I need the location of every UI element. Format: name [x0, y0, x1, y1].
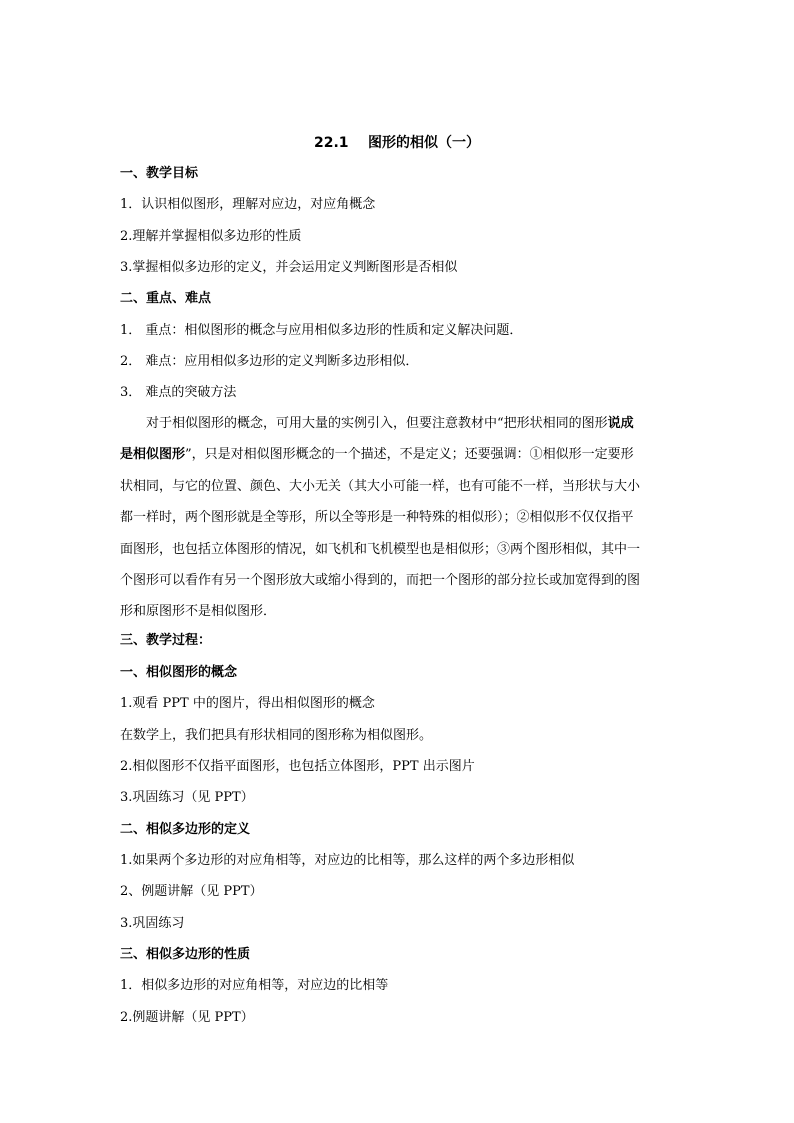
- paragraph-line-5: 面图形，也包括立体图形的情况，如飞机和飞机模型也是相似形；③两个图形相似，其中一: [120, 541, 641, 557]
- page-title: 22.1 图形的相似（一）: [313, 135, 481, 151]
- paragraph-bold-text: 说成: [607, 416, 634, 431]
- subsection-heading-properties: 三、相似多边形的性质: [120, 947, 251, 962]
- paragraph-line-4: 都一样时，两个图形就是全等形，所以全等形是一种特殊的相似形）；②相似形不仅仅指平: [120, 510, 634, 526]
- definition-item-2: 2、例题讲解（见 PPT）: [120, 884, 263, 899]
- concept-item-4: 3.巩固练习（见 PPT）: [120, 790, 254, 805]
- properties-item-1: 1．相似多边形的对应角相等，对应边的比相等: [120, 978, 389, 993]
- paragraph-bold-text: 是相似图形: [120, 447, 186, 463]
- key-point-item-3: 3． 难点的突破方法: [120, 385, 237, 400]
- key-point-item-1: 1． 重点：相似图形的概念与应用相似多边形的性质和定义解决问题．: [120, 323, 523, 338]
- objective-item-3: 3.掌握相似多边形的定义，并会运用定义判断图形是否相似: [120, 260, 458, 275]
- paragraph-text: 对于相似图形的概念，可用大量的实例引入，但要注意教材中“把形状相同的图形: [146, 416, 608, 431]
- paragraph-line-2: [120, 439, 676, 470]
- paragraph-line-1: [120, 408, 676, 439]
- definition-item-3: 3.巩固练习: [120, 916, 185, 931]
- concept-item-2: 在数学上，我们把具有形状相同的图形称为相似图形。: [120, 728, 433, 743]
- properties-item-2: 2.例题讲解（见 PPT）: [120, 1010, 254, 1025]
- subsection-heading-concept: 一、相似图形的概念: [120, 665, 238, 680]
- objective-item-1: 1．认识相似图形，理解对应边，对应角概念: [120, 197, 376, 212]
- paragraph-line-6: 个图形可以看作有另一个图形放大或缩小得到的，而把一个图形的部分拉长或加宽得到的图: [120, 572, 641, 588]
- paragraph-line-7: 形和原图形不是相似图形．: [120, 604, 277, 620]
- section-heading-objectives: 一、教学目标: [120, 166, 199, 181]
- paragraph-text: ”，只是对相似图形概念的一个描述，不是定义；还要强调：①相似形一定要形: [185, 447, 634, 463]
- definition-item-1: 1.如果两个多边形的对应角相等，对应边的比相等，那么这样的两个多边形相似: [120, 853, 575, 868]
- concept-item-1: 1.观看 PPT 中的图片，得出相似图形的概念: [120, 696, 375, 711]
- objective-item-2: 2.理解并掌握相似多边形的性质: [120, 229, 302, 244]
- difficulty-paragraph: [120, 408, 676, 628]
- subsection-heading-definition: 二、相似多边形的定义: [120, 822, 251, 837]
- concept-item-3: 2.相似图形不仅指平面图形，也包括立体图形，PPT 出示图片: [120, 759, 475, 774]
- paragraph-line-3: 状相同，与它的位置、颜色、大小无关（其大小可能一样，也有可能不一样，当形状与大小: [120, 478, 641, 494]
- section-heading-process: 三、教学过程：: [120, 633, 212, 648]
- key-point-item-2: 2． 难点：应用相似多边形的定义判断多边形相似．: [120, 354, 419, 369]
- section-heading-key-points: 二、重点、难点: [120, 291, 212, 306]
